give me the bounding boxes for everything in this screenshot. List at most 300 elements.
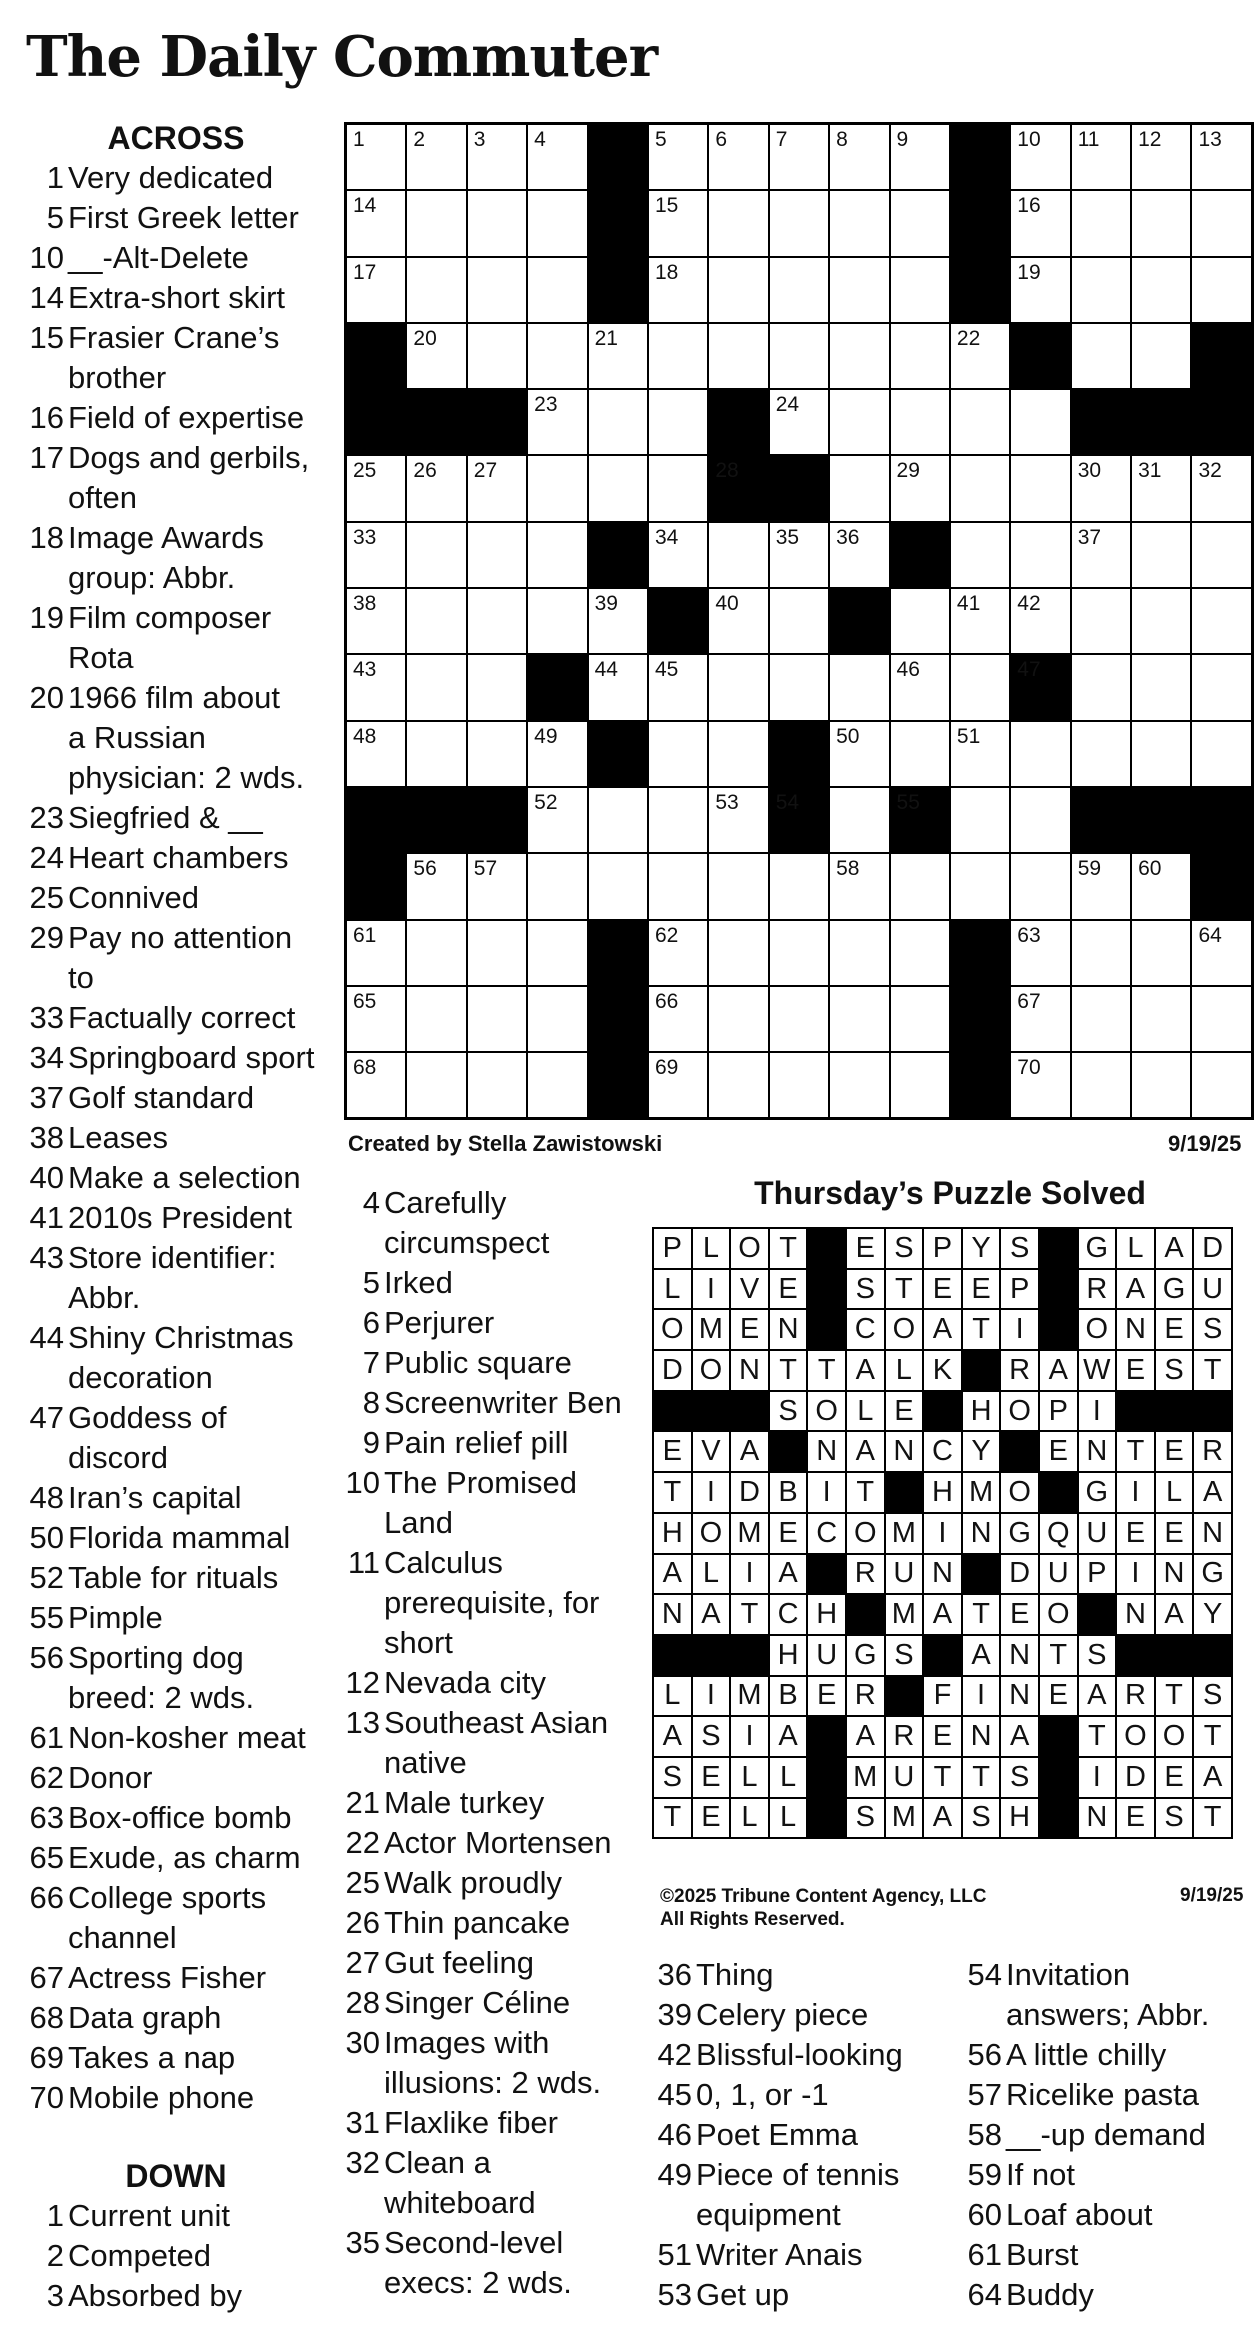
black-square [1192,390,1250,454]
clue-number: 15 [29,320,64,355]
grid-cell[interactable] [528,589,586,653]
grid-cell[interactable] [770,1053,828,1117]
grid-cell[interactable] [951,456,1009,520]
grid-cell[interactable] [528,125,586,189]
solution-letter: E [731,1310,768,1349]
clue-number: 5 [362,1265,380,1300]
grid-cell[interactable] [649,456,707,520]
black-square [830,589,888,653]
solution-letter: O [808,1392,845,1431]
solution-letter: M [731,1514,768,1553]
grid-cell[interactable] [1011,125,1069,189]
solution-black-square [963,1555,1000,1594]
grid-cell[interactable] [770,655,828,719]
grid-cell[interactable] [528,191,586,255]
grid-cell[interactable] [649,921,707,985]
grid-cell[interactable] [891,390,949,454]
grid-cell[interactable] [830,921,888,985]
solution-letter: A [1040,1351,1077,1390]
solution-letter: O [1156,1717,1193,1756]
clue-number: 60 [967,2197,1002,2232]
solution-letter: G [1194,1555,1231,1594]
grid-cell[interactable] [830,456,888,520]
black-square [589,722,647,786]
grid-cell[interactable] [407,523,465,587]
clue-text: Thin pancake [384,1905,571,1940]
grid-cell[interactable] [407,1053,465,1117]
grid-cell[interactable] [951,589,1009,653]
grid-cell[interactable] [1072,1053,1130,1117]
solution-letter: T [770,1229,807,1268]
grid-cell[interactable] [649,1053,707,1117]
cell-number: 59 [1077,857,1102,881]
grid-cell[interactable] [468,191,526,255]
down-clue-57 [964,2075,1254,2115]
grid-cell[interactable] [1132,589,1190,653]
cell-number: 66 [654,989,679,1013]
grid-cell[interactable] [951,854,1009,918]
solution-letter: T [963,1595,1000,1634]
grid-cell[interactable] [770,589,828,653]
solution-letter: F [924,1677,961,1716]
grid-cell[interactable] [709,258,767,322]
grid-cell[interactable] [830,191,888,255]
down-clue-3 [26,2276,326,2316]
clue-text: First Greek letter [68,200,299,235]
grid-cell[interactable] [528,854,586,918]
cell-number: 11 [1077,128,1100,151]
grid-cell[interactable] [709,722,767,786]
grid-cell[interactable] [1072,655,1130,719]
cell-number: 20 [413,326,437,350]
grid-cell[interactable] [347,125,405,189]
grid-cell[interactable] [649,523,707,587]
cell-number: 10 [1017,128,1041,151]
grid-cell[interactable] [1011,258,1069,322]
cell-number: 55 [896,790,920,814]
solution-letter: E [1117,1351,1154,1390]
grid-cell[interactable] [1132,523,1190,587]
solution-letter: E [654,1432,691,1471]
grid-cell[interactable] [1192,191,1250,255]
cell-number: 41 [956,592,981,616]
grid-cell[interactable] [347,589,405,653]
grid-cell[interactable] [347,987,405,1051]
down-clue-39 [654,1995,954,2035]
grid-cell[interactable] [891,1053,949,1117]
grid-cell[interactable] [951,390,1009,454]
grid-cell[interactable] [1072,987,1130,1051]
crossword-grid [344,122,1254,1120]
grid-cell[interactable] [528,390,586,454]
grid-cell[interactable] [1192,1053,1250,1117]
clue-text: a Russian [68,720,206,755]
grid-cell[interactable] [407,125,465,189]
grid-cell[interactable] [528,456,586,520]
grid-cell[interactable] [891,125,949,189]
grid-cell[interactable] [709,523,767,587]
grid-cell[interactable] [1011,788,1069,852]
grid-cell[interactable] [891,324,949,388]
grid-cell[interactable] [770,390,828,454]
grid-cell[interactable] [830,854,888,918]
grid-cell[interactable] [468,854,526,918]
down-clue-61 [964,2235,1254,2275]
grid-cell[interactable] [830,523,888,587]
grid-cell[interactable] [770,191,828,255]
grid-cell[interactable] [1192,258,1250,322]
clue-text: Abbr. [68,1280,141,1315]
grid-cell[interactable] [589,456,647,520]
grid-cell[interactable] [830,655,888,719]
grid-cell[interactable] [1132,987,1190,1051]
solution-black-square [770,1432,807,1471]
grid-cell[interactable] [891,987,949,1051]
grid-cell[interactable] [589,324,647,388]
grid-cell[interactable] [528,921,586,985]
copyright-line-1: ©2025 Tribune Content Agency, LLC [660,1886,987,1907]
grid-cell[interactable] [1192,589,1250,653]
grid-cell[interactable] [891,655,949,719]
grid-cell[interactable] [649,788,707,852]
grid-cell[interactable] [649,655,707,719]
solution-letter: C [808,1514,845,1553]
grid-cell[interactable] [1132,655,1190,719]
grid-cell[interactable] [891,258,949,322]
grid-cell[interactable] [770,987,828,1051]
clue-text: Siegfried & __ [68,800,263,835]
grid-cell[interactable] [649,390,707,454]
grid-cell[interactable] [709,125,767,189]
grid-cell[interactable] [468,921,526,985]
grid-cell[interactable] [1132,1053,1190,1117]
grid-cell[interactable] [1132,125,1190,189]
grid-cell[interactable] [1072,722,1130,786]
grid-cell[interactable] [649,722,707,786]
grid-cell[interactable] [1072,854,1130,918]
clue-text: Public square [384,1345,572,1380]
solution-letter: S [963,1799,1000,1838]
grid-cell[interactable] [1132,456,1190,520]
grid-cell[interactable] [1192,987,1250,1051]
clue-text: Table for rituals [68,1560,279,1595]
clue-number: 35 [345,2225,380,2260]
grid-cell[interactable] [649,125,707,189]
grid-cell[interactable] [407,324,465,388]
grid-cell[interactable] [1132,258,1190,322]
clue-text: Burst [1006,2237,1079,2272]
grid-cell[interactable] [1132,854,1190,918]
grid-cell[interactable] [1011,854,1069,918]
black-square [407,788,465,852]
grid-cell[interactable] [1072,258,1130,322]
down-clue-7 [342,1343,642,1383]
solution-letter: O [1001,1473,1038,1512]
grid-cell[interactable] [468,324,526,388]
grid-cell[interactable] [709,655,767,719]
grid-cell[interactable] [1072,921,1130,985]
grid-cell[interactable] [891,854,949,918]
grid-cell[interactable] [1072,456,1130,520]
grid-cell[interactable] [407,655,465,719]
grid-cell[interactable] [1192,921,1250,985]
solution-letter: O [1117,1717,1154,1756]
grid-cell[interactable] [347,456,405,520]
solution-black-square [654,1392,691,1431]
grid-cell[interactable] [1011,1053,1069,1117]
grid-cell[interactable] [468,125,526,189]
solution-letter: R [886,1717,923,1756]
solution-letter: E [1117,1514,1154,1553]
grid-cell[interactable] [830,125,888,189]
solution-letter: T [1079,1717,1116,1756]
grid-cell[interactable] [770,921,828,985]
cell-number: 7 [775,128,788,151]
grid-cell[interactable] [709,788,767,852]
clue-text: Land [384,1505,453,1540]
solution-black-square [1040,1717,1077,1756]
grid-cell[interactable] [468,523,526,587]
cell-number: 56 [413,857,437,881]
solution-letter: O [731,1229,768,1268]
grid-cell[interactable] [709,324,767,388]
black-square [951,258,1009,322]
clue-text: Nevada city [384,1665,546,1700]
solution-letter: E [1156,1514,1193,1553]
clue-text: Poet Emma [696,2117,858,2152]
grid-cell[interactable] [830,258,888,322]
grid-cell[interactable] [528,258,586,322]
grid-cell[interactable] [1192,722,1250,786]
clue-text: Heart chambers [68,840,289,875]
grid-cell[interactable] [649,258,707,322]
clue-text: Actress Fisher [68,1960,267,1995]
solution-letter: T [963,1310,1000,1349]
clue-text: __-up demand [1006,2117,1206,2152]
grid-cell[interactable] [770,523,828,587]
grid-cell[interactable] [1011,456,1069,520]
solution-black-square [808,1717,845,1756]
grid-cell[interactable] [589,390,647,454]
grid-cell[interactable] [407,258,465,322]
cell-number: 70 [1017,1056,1041,1080]
grid-cell[interactable] [891,921,949,985]
grid-cell[interactable] [407,722,465,786]
clue-text: channel [68,1920,177,1955]
grid-cell[interactable] [589,655,647,719]
grid-cell[interactable] [1011,921,1069,985]
grid-cell[interactable] [468,1053,526,1117]
grid-cell[interactable] [1072,324,1130,388]
grid-cell[interactable] [528,324,586,388]
across-clue-24 [26,838,326,878]
grid-cell[interactable] [528,1053,586,1117]
solution-black-square [693,1392,730,1431]
grid-cell[interactable] [468,456,526,520]
grid-cell[interactable] [951,655,1009,719]
grid-cell[interactable] [1132,191,1190,255]
grid-cell[interactable] [468,655,526,719]
grid-cell[interactable] [770,258,828,322]
clue-text: Absorbed by [68,2278,243,2313]
grid-cell[interactable] [1132,722,1190,786]
grid-cell[interactable] [1011,722,1069,786]
clue-number: 23 [29,800,64,835]
clue-number: 42 [657,2037,692,2072]
across-clue-41 [26,1198,326,1238]
grid-cell[interactable] [951,523,1009,587]
grid-cell[interactable] [589,589,647,653]
clue-text: Very dedicated [68,160,274,195]
grid-cell[interactable] [830,788,888,852]
down-clue-12 [342,1663,642,1703]
grid-cell[interactable] [468,722,526,786]
grid-cell[interactable] [709,191,767,255]
clue-text: brother [68,360,167,395]
solution-letter: N [1079,1799,1116,1838]
grid-cell[interactable] [1072,125,1130,189]
grid-cell[interactable] [1192,655,1250,719]
grid-cell[interactable] [649,854,707,918]
grid-cell[interactable] [1072,523,1130,587]
grid-cell[interactable] [407,191,465,255]
solution-letter: E [770,1514,807,1553]
clue-text: equipment [696,2197,841,2232]
grid-cell[interactable] [1011,390,1069,454]
grid-cell[interactable] [709,921,767,985]
grid-cell[interactable] [891,722,949,786]
grid-cell[interactable] [1192,523,1250,587]
cell-number: 17 [353,260,377,284]
solution-letter: A [924,1799,961,1838]
clue-text: Extra-short skirt [68,280,286,315]
grid-cell[interactable] [347,921,405,985]
grid-cell[interactable] [528,523,586,587]
grid-cell[interactable] [407,987,465,1051]
grid-cell[interactable] [407,456,465,520]
grid-cell[interactable] [709,854,767,918]
across-clue-14 [26,278,326,318]
grid-cell[interactable] [951,722,1009,786]
grid-cell[interactable] [589,854,647,918]
grid-cell[interactable] [709,987,767,1051]
grid-cell[interactable] [951,324,1009,388]
clue-number: 8 [362,1385,380,1420]
grid-cell[interactable] [649,987,707,1051]
grid-cell[interactable] [649,191,707,255]
grid-cell[interactable] [770,854,828,918]
solution-black-square [731,1392,768,1431]
grid-cell[interactable] [830,987,888,1051]
across-clue-67 [26,1958,326,1998]
cell-number: 21 [594,326,618,350]
grid-cell[interactable] [1011,589,1069,653]
grid-cell[interactable] [1192,125,1250,189]
cell-number: 52 [534,790,558,814]
clue-number: 68 [29,2000,64,2035]
clue-text: Non-kosher meat [68,1720,306,1755]
grid-cell[interactable] [1072,589,1130,653]
clue-text: __-Alt-Delete [68,240,249,275]
down-clue-1 [26,2196,326,2236]
down-clue-4 [342,1183,642,1263]
solution-letter: T [886,1270,923,1309]
solution-letter: A [731,1432,768,1471]
black-square [347,324,405,388]
grid-cell[interactable] [891,589,949,653]
grid-cell[interactable] [951,788,1009,852]
solution-letter: S [770,1392,807,1431]
solution-letter: Y [1194,1595,1231,1634]
solution-letter: M [886,1595,923,1634]
solution-letter: D [1117,1758,1154,1797]
solution-letter: S [847,1270,884,1309]
cell-number: 16 [1017,194,1041,218]
black-square [770,788,828,852]
clue-text: Blissful-looking [696,2037,903,2072]
grid-cell[interactable] [347,1053,405,1117]
across-clue-50 [26,1518,326,1558]
grid-cell[interactable] [1011,987,1069,1051]
grid-cell[interactable] [770,324,828,388]
grid-cell[interactable] [709,1053,767,1117]
grid-cell[interactable] [347,523,405,587]
clue-text: illusions: 2 wds. [384,2065,602,2100]
grid-cell[interactable] [347,258,405,322]
grid-cell[interactable] [891,191,949,255]
grid-cell[interactable] [649,324,707,388]
grid-cell[interactable] [1011,523,1069,587]
grid-cell[interactable] [407,921,465,985]
solution-black-square [731,1636,768,1675]
clue-text: often [68,480,137,515]
solution-letter: N [1194,1514,1231,1553]
grid-cell[interactable] [347,191,405,255]
grid-cell[interactable] [1072,191,1130,255]
grid-cell[interactable] [347,722,405,786]
grid-cell[interactable] [830,324,888,388]
grid-cell[interactable] [1132,921,1190,985]
grid-cell[interactable] [830,1053,888,1117]
solution-black-square [808,1555,845,1594]
grid-cell[interactable] [830,390,888,454]
grid-cell[interactable] [709,589,767,653]
solution-letter: W [1079,1351,1116,1390]
grid-cell[interactable] [589,788,647,852]
grid-cell[interactable] [468,258,526,322]
grid-cell[interactable] [528,788,586,852]
grid-cell[interactable] [528,987,586,1051]
down-clue-58 [964,2115,1254,2155]
grid-cell[interactable] [891,456,949,520]
cell-number: 40 [715,592,739,616]
grid-cell[interactable] [528,722,586,786]
grid-cell[interactable] [468,589,526,653]
page-title: The Daily Commuter [26,24,658,90]
grid-cell[interactable] [468,987,526,1051]
grid-cell[interactable] [407,589,465,653]
grid-cell[interactable] [1192,456,1250,520]
grid-cell[interactable] [347,655,405,719]
solution-letter: A [847,1351,884,1390]
grid-cell[interactable] [1132,324,1190,388]
grid-cell[interactable] [407,854,465,918]
solution-black-square [924,1392,961,1431]
grid-cell[interactable] [770,125,828,189]
grid-cell[interactable] [830,722,888,786]
grid-cell[interactable] [1011,191,1069,255]
across-clue-18 [26,518,326,598]
